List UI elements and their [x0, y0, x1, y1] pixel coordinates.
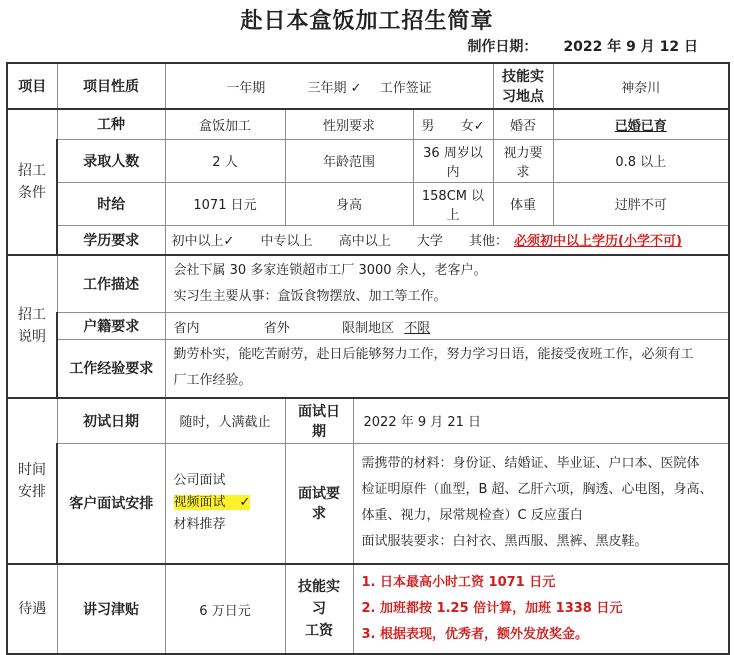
option-video-interview: 视频面试 ✓ — [173, 495, 251, 511]
marital-label: 婚否 — [493, 109, 553, 139]
gender-female: 女✓ — [460, 118, 485, 134]
first-interview-label: 初试日期 — [57, 398, 165, 444]
hukou-restricted: 限制地区 — [342, 320, 395, 336]
education-label: 学历要求 — [57, 225, 165, 255]
vision-label: 视力要求 — [493, 139, 553, 182]
count-row — [7, 139, 729, 182]
count-label: 录取人数 — [57, 139, 165, 182]
option-material-recommend: 材料推荐 — [173, 517, 226, 533]
client-interview-row — [7, 443, 729, 564]
header-project: 项目 — [7, 63, 57, 109]
interview-date-label: 面试日期 — [285, 398, 353, 444]
wage-value: 1071 日元 — [165, 182, 285, 225]
header-row — [7, 63, 729, 109]
height-value: 158CM 以上 — [413, 182, 493, 225]
work-desc-row — [7, 255, 729, 313]
age-value: 36 周岁以内 — [413, 139, 493, 182]
recruitment-table — [6, 62, 730, 655]
edu-option-vocational: 中专以上 — [260, 234, 313, 250]
allowance-value: 6 万日元 — [165, 564, 285, 654]
period-1-year: 一年期 — [226, 80, 266, 96]
section-schedule: 时间 安排 — [7, 398, 57, 565]
vision-value: 0.8 以上 — [553, 139, 729, 182]
skill-wage-label: 技能实习 工资 — [285, 564, 353, 654]
treatment-row — [7, 564, 729, 654]
work-desc-text: 会社下属 30 多家连锁超市工厂 3000 余人，老客户。 实习生主要从事：盒饭食物摆放、加工等工作。 — [165, 255, 729, 313]
section-recruit: 招工 条件 — [7, 109, 57, 255]
experience-text: 勤劳朴实，能吃苦耐劳，赴日后能够努力工作，努力学习日语，能接受夜班工作，必须有工 厂工作经验。 — [165, 340, 729, 398]
job-type-label: 工种 — [57, 109, 165, 139]
experience-label: 工作经验要求 — [57, 340, 165, 398]
interview-requirements-label: 面试要求 — [285, 443, 353, 564]
job-type-row — [7, 109, 729, 139]
gender-male: 男 — [421, 118, 435, 134]
page-title: 赴日本盒饭加工招生简章 — [240, 9, 494, 34]
gender-label: 性别要求 — [285, 109, 413, 139]
visa-type: 工作签证 — [379, 80, 432, 96]
hukou-options — [165, 313, 729, 340]
client-interview-label: 客户面试安排 — [57, 443, 165, 564]
client-interview-options — [165, 443, 285, 564]
hukou-label: 户籍要求 — [57, 313, 165, 340]
hukou-out-province: 省外 — [263, 320, 290, 336]
edu-requirement-note: 必须初中以上学历(小学不可) — [514, 234, 682, 250]
education-options — [165, 225, 729, 255]
date-line — [467, 36, 698, 56]
count-value: 2 人 — [165, 139, 285, 182]
option-company-interview: 公司面试 — [173, 473, 226, 489]
interview-date-value: 2022 年 9 月 21 日 — [353, 398, 729, 444]
wage-row — [7, 182, 729, 225]
weight-label: 体重 — [493, 182, 553, 225]
date-value: 2022 年 9 月 12 日 — [563, 39, 698, 55]
first-interview-row — [7, 398, 729, 444]
edu-option-junior: 初中以上✓ — [171, 234, 235, 250]
header-nature: 项目性质 — [57, 63, 165, 109]
marital-value: 已婚已育 — [553, 109, 729, 139]
weight-value: 过胖不可 — [553, 182, 729, 225]
interview-requirements-text: 需携带的材料：身份证、结婚证、毕业证、户口本、医院体 检证明原件（血型，B 超、乙肝六项，胸透、心电图，身高、 体重、视力，尿常规检查）C 反应蛋白 面试服装要求：白衬衣、黑西服、黑裤、黑皮鞋。 — [353, 443, 729, 564]
section-treatment: 待遇 — [7, 564, 57, 654]
edu-option-university: 大学 — [416, 234, 443, 250]
wage-label: 时给 — [57, 182, 165, 225]
edu-other-label: 其他： — [469, 234, 509, 250]
location-label: 技能实习地点 — [493, 63, 553, 109]
allowance-label: 讲习津贴 — [57, 564, 165, 654]
height-label: 身高 — [285, 182, 413, 225]
work-desc-label: 工作描述 — [57, 255, 165, 313]
hukou-value: 不限 — [404, 320, 431, 336]
hukou-row — [7, 313, 729, 340]
gender-value — [413, 109, 493, 139]
edu-option-senior: 高中以上 — [338, 234, 391, 250]
experience-row — [7, 340, 729, 398]
period-3-year: 三年期 ✓ — [307, 80, 362, 96]
hukou-in-province: 省内 — [173, 320, 200, 336]
first-interview-value: 随时，人满截止 — [165, 398, 285, 444]
project-nature-cell — [165, 63, 493, 109]
location-value: 神奈川 — [553, 63, 729, 109]
section-description: 招工 说明 — [7, 255, 57, 398]
age-label: 年龄范围 — [285, 139, 413, 182]
skill-wage-details: 1. 日本最高小时工资 1071 日元 2. 加班都按 1.25 倍计算，加班 1338 日元 3. 根据表现，优秀者，额外发放奖金。 — [353, 564, 729, 654]
date-label: 制作日期： — [467, 39, 538, 55]
education-row — [7, 225, 729, 255]
job-type-value: 盒饭加工 — [165, 109, 285, 139]
